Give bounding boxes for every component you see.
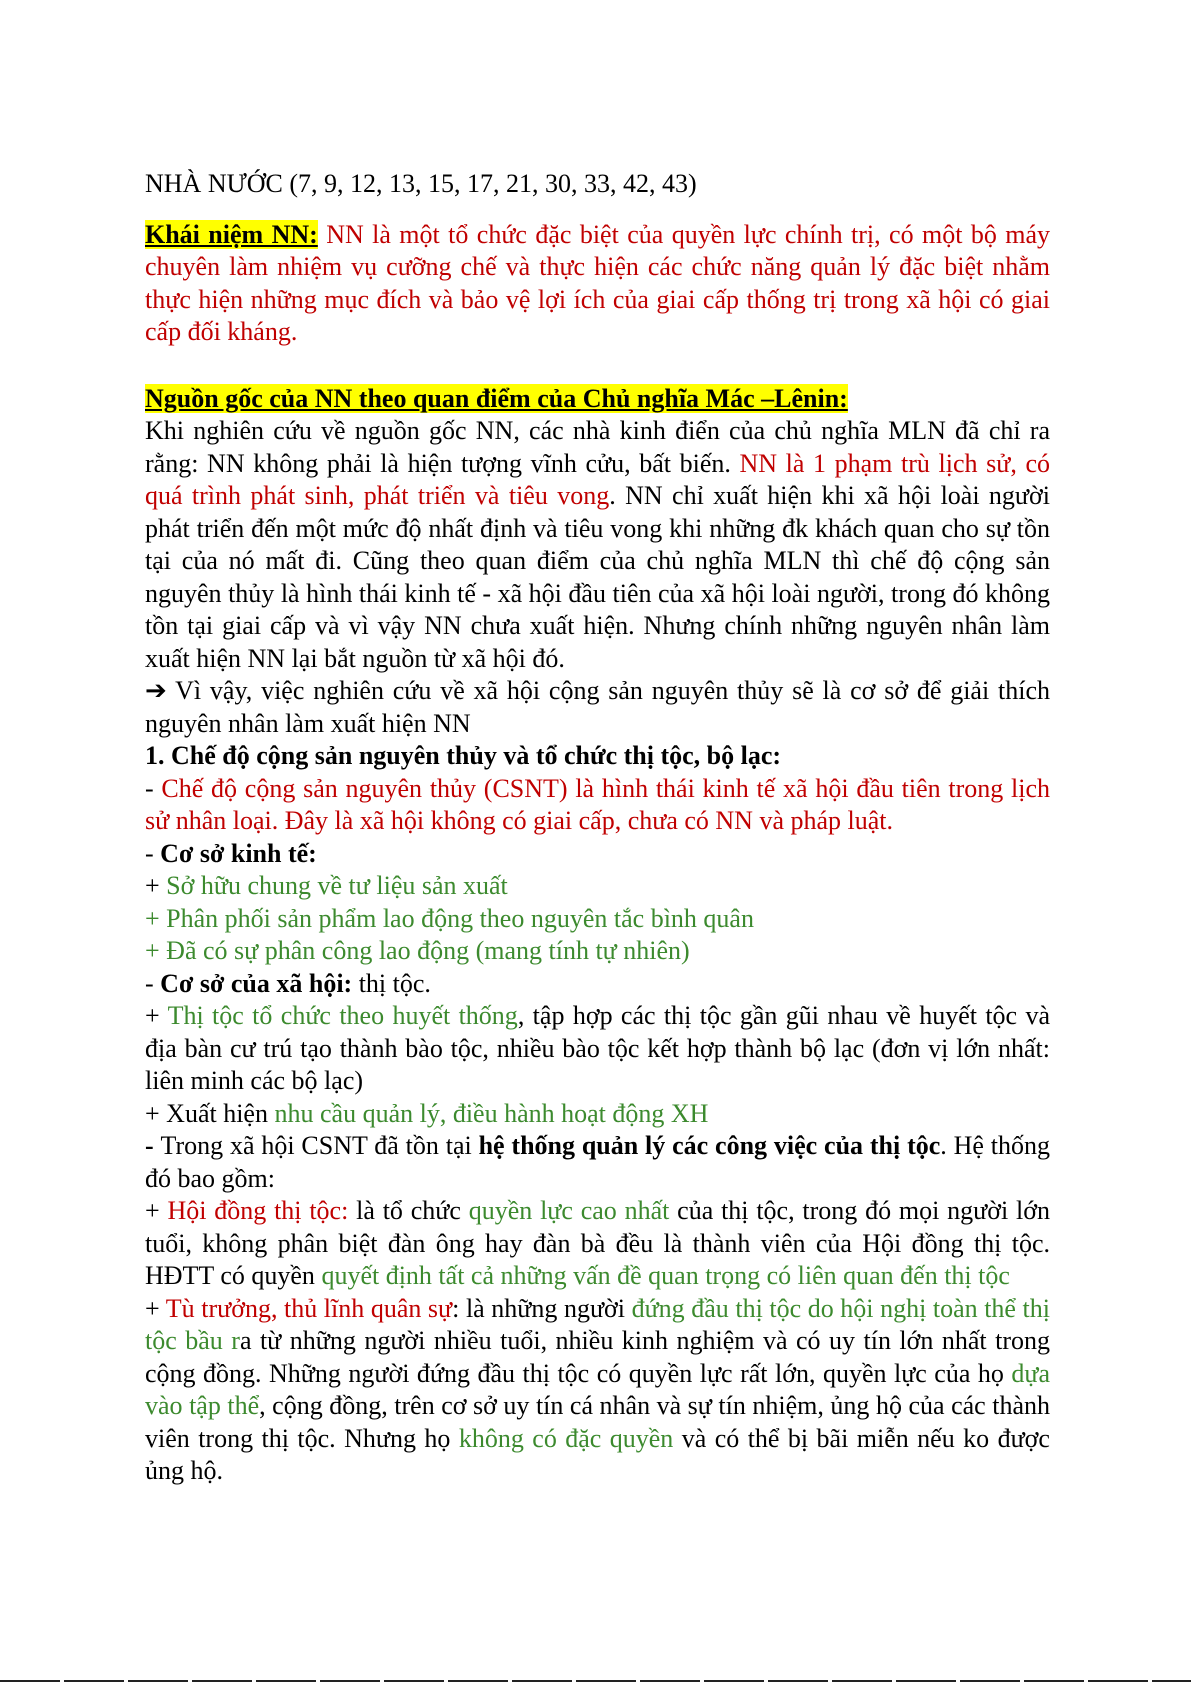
social-basis-label: Cơ sở của xã hội: <box>160 968 353 998</box>
plus: + <box>145 1293 166 1323</box>
plus: + <box>145 1196 168 1225</box>
origin-paragraph <box>145 415 1050 675</box>
section-1-heading: 1. Chế độ cộng sản nguyên thủy và tổ chức thị tộc, bộ lạc: <box>145 741 782 770</box>
economic-basis-label: Cơ sở kinh tế: <box>160 838 317 868</box>
concept-label: Khái niệm NN: <box>145 219 318 249</box>
plus: + <box>145 903 167 933</box>
chief-key-1: đứng đầu thị tộc do hội nghị toàn thể thị tộc bầu r <box>145 1293 1050 1355</box>
list-item <box>145 1195 1050 1293</box>
origin-conclusion-text: Vì vậy, việc nghiên cứu về xã hội cộng sản nguyên thủy sẽ là cơ sở để giải thích nguyên nhân làm xuất hiện NN <box>145 676 1050 738</box>
chief-key-3: không có đặc quyền <box>458 1423 674 1453</box>
list-item <box>145 903 1050 936</box>
economic-item-2: Phân phối sản phẩm lao động theo nguyên tắc bình quân <box>166 903 754 933</box>
chief-key-2: dựa vào tập thể <box>145 1358 1050 1420</box>
dash: - <box>145 838 161 868</box>
origin-text-highlight: NN là 1 phạm trù lịch sử, có quá trình phát sinh, phát triển và tiêu vong <box>145 448 1050 510</box>
page-bottom-rule <box>0 1680 1191 1682</box>
origin-heading: Nguồn gốc của NN theo quan điểm của Chủ nghĩa Mác –Lênin: <box>145 383 848 413</box>
concept-paragraph <box>145 219 1050 349</box>
origin-text-a: Khi nghiên cứu về nguồn gốc NN, các nhà kinh điển của chủ nghĩa MLN đã chỉ ra rằng: NN không phải là hiện tượng vĩnh cửu, bất biến. <box>145 416 1050 478</box>
plus: + <box>145 1001 168 1030</box>
chief-text-c: , cộng đồng, trên cơ sở uy tín cá nhân và sự tín nhiệm, ủng hộ của các thành viên trong thị tộc. Nhưng họ <box>145 1391 1050 1453</box>
list-item <box>145 1293 1050 1488</box>
dash: - <box>145 1131 161 1160</box>
list-item <box>145 935 1050 968</box>
social-item-1-key: Thị tộc tổ chức theo huyết thống <box>167 1001 518 1030</box>
page-title: NHÀ NƯỚC (7, 9, 12, 13, 15, 17, 21, 30, 33, 42, 43) <box>145 169 697 198</box>
plus: + <box>145 1098 167 1128</box>
list-item <box>145 1098 1050 1131</box>
council-key-2: quyết định tất cả những vấn đề quan trọng có liên quan đến thị tộc <box>321 1261 1010 1290</box>
origin-text-c: . NN chỉ xuất hiện khi xã hội loài người phát triển đến một mức độ nhất định và tiêu vong khi những đk khách quan cho sự tồn tại của nó mất đi. Cũng theo quan điểm của chủ nghĩa MLN thì chế độ cộng sản nguyên thủy là hình thái kinh tế - xã hội đầu tiên của xã hội loài người, trong đó không tồn tại giai cấp và vì vậy NN chưa xuất hiện. Nhưng chính những nguyên nhân làm xuất hiện NN lại bắt nguồn từ xã hội đó. <box>145 481 1051 673</box>
council-key-1: quyền lực cao nhất <box>468 1196 670 1225</box>
csnt-definition-text: Chế độ cộng sản nguyên thủy (CSNT) là hình thái kinh tế xã hội đầu tiên trong lịch sử nhân loại. Đây là xã hội không có giai cấp, chưa có NN và pháp luật. <box>145 773 1050 835</box>
origin-heading-line <box>145 383 1050 416</box>
chief-text-d: và có thể bị bãi miễn nếu ko được ủng hộ. <box>145 1423 1050 1485</box>
chief-label: Tù trưởng, thủ lĩnh quân sự <box>165 1293 453 1323</box>
economic-item-3: Đã có sự phân công lao động (mang tính tự nhiên) <box>166 936 690 965</box>
plus: + <box>145 936 167 965</box>
social-item-2-key: nhu cầu quản lý, điều hành hoạt động XH <box>274 1098 709 1128</box>
council-label: Hội đồng thị tộc: <box>167 1196 349 1225</box>
economic-basis <box>145 838 1050 871</box>
arrow-icon: ➔ <box>145 676 167 705</box>
concept-text: NN là một tổ chức đặc biệt của quyền lực chính trị, có một bộ máy chuyên làm nhiệm vụ cưỡng chế và thực hiện các chức năng quản lý đặc biệt nhằm thực hiện những mục đích và bảo vệ lợi ích của giai cấp thống trị trong xã hội có giai cấp đối kháng. <box>145 219 1050 346</box>
management-text-bold: hệ thống quản lý các công việc của thị tộc <box>478 1131 941 1160</box>
origin-conclusion <box>145 675 1050 740</box>
list-item <box>145 1000 1050 1098</box>
plus: + <box>145 871 167 900</box>
social-basis <box>145 968 1050 1001</box>
social-item-1-rest: , tập hợp các thị tộc gần gũi nhau về huyết tộc và địa bàn cư trú tạo thành bào tộc, nhiều bào tộc kết hợp thành bộ lạc (đơn vị lớn nhất: liên minh các bộ lạc) <box>145 1001 1050 1095</box>
economic-item-1: Sở hữu chung về tư liệu sản xuất <box>166 871 508 900</box>
council-text-b: của thị tộc, trong đó mọi người lớn tuổi, không phân biệt đàn ông hay đàn bà đều là thành viên của Hội đồng thị tộc. HĐTT có quyền <box>145 1196 1050 1290</box>
management-system <box>145 1130 1050 1195</box>
chief-text-a: : là những người <box>452 1293 632 1323</box>
csnt-definition <box>145 773 1050 838</box>
chief-text-b: a từ những người nhiều tuổi, nhiều kinh nghiệm và có uy tín lớn nhất trong cộng đồng. Những người đứng đầu thị tộc có quyền lực rất lớn, quyền lực của họ <box>145 1326 1051 1388</box>
council-text-a: là tổ chức <box>348 1196 469 1225</box>
management-text-a: Trong xã hội CSNT đã tồn tại <box>160 1131 479 1160</box>
dash: - <box>145 968 161 998</box>
dash: - <box>145 773 162 803</box>
list-item <box>145 870 1050 903</box>
management-text-c: . Hệ thống đó bao gồm: <box>145 1131 1050 1193</box>
document-page <box>145 168 1050 1488</box>
social-basis-text: thị tộc. <box>352 968 431 998</box>
social-item-2-a: Xuất hiện <box>166 1098 275 1128</box>
